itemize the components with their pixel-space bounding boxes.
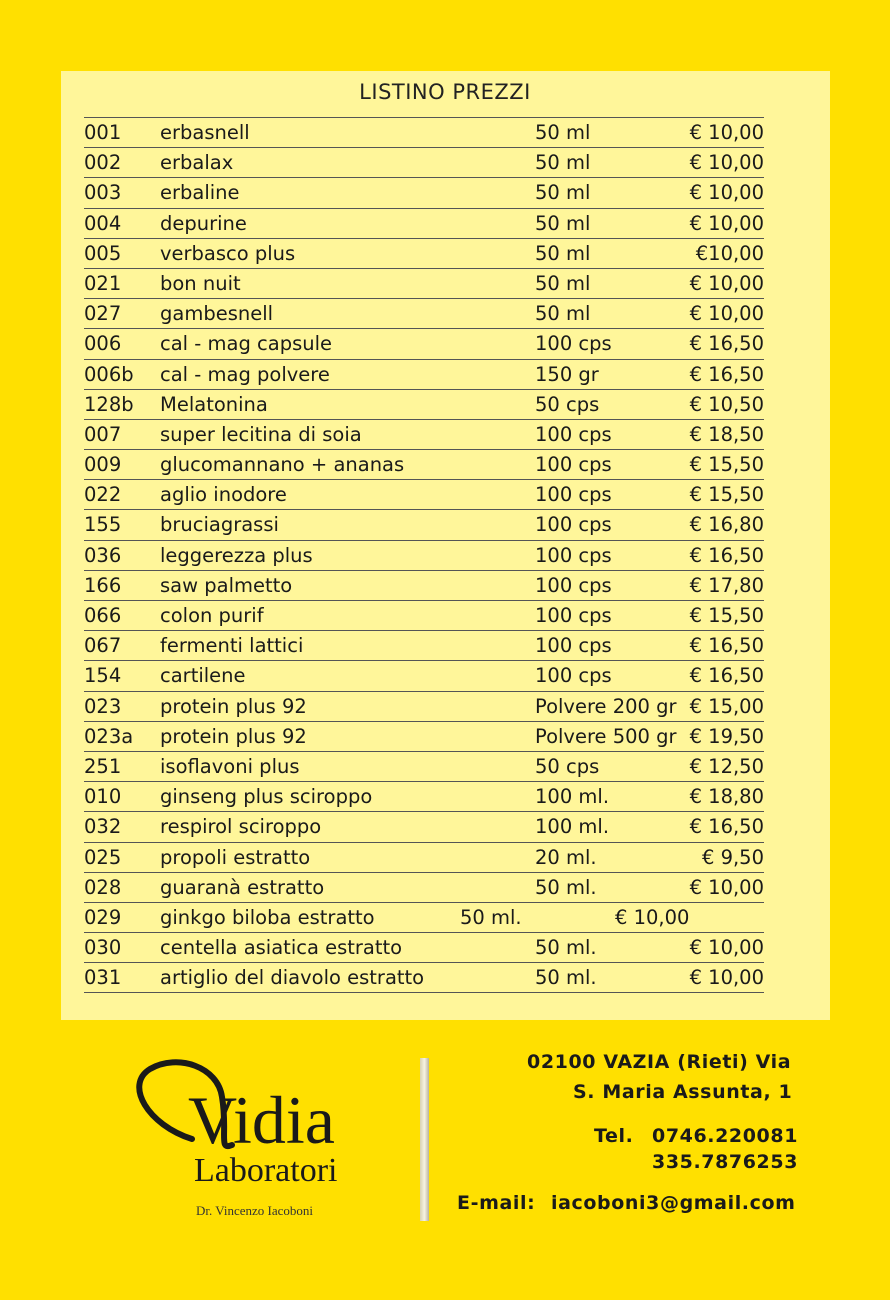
product-name: verbasco plus — [160, 241, 296, 265]
product-code: 010 — [84, 785, 122, 809]
product-name: isoflavoni plus — [160, 754, 300, 778]
product-name: erbalax — [160, 151, 234, 175]
product-name: centella asiatica estratto — [160, 936, 403, 960]
product-name: bon nuit — [160, 271, 241, 295]
product-row — [84, 903, 764, 933]
product-code: 023a — [84, 724, 134, 748]
product-code: 032 — [84, 815, 122, 839]
product-name: depurine — [160, 211, 247, 235]
product-row — [84, 843, 764, 873]
product-row — [84, 782, 764, 812]
product-price: € 17,80 — [689, 573, 764, 597]
product-name: gambesnell — [160, 302, 274, 326]
product-name: protein plus 92 — [160, 694, 307, 718]
vidia-logo — [130, 1055, 370, 1220]
product-price: € 10,00 — [689, 966, 764, 990]
product-price: € 10,00 — [689, 211, 764, 235]
product-price: € 9,50 — [701, 845, 764, 869]
product-size: 50 ml. — [535, 875, 597, 899]
product-price: €10,00 — [695, 241, 764, 265]
product-code: 007 — [84, 422, 122, 446]
product-price: € 15,50 — [689, 483, 764, 507]
product-price: € 10,00 — [689, 936, 764, 960]
page-title: LISTINO PREZZI — [359, 80, 531, 104]
product-row — [84, 601, 764, 631]
product-price: € 10,00 — [689, 302, 764, 326]
product-name: aglio inodore — [160, 483, 287, 507]
logo-doctor: Dr. Vincenzo Iacoboni — [196, 1203, 314, 1218]
product-name: ginseng plus sciroppo — [160, 785, 373, 809]
product-row — [84, 510, 764, 540]
product-name: super lecitina di soia — [160, 422, 362, 446]
product-code: 029 — [84, 905, 122, 929]
product-code: 021 — [84, 271, 122, 295]
product-size: 50 cps — [535, 754, 600, 778]
product-row — [84, 933, 764, 963]
product-row — [84, 963, 764, 993]
product-price: € 18,80 — [689, 785, 764, 809]
product-name: respirol sciroppo — [160, 815, 322, 839]
address-line-2: S. Maria Assunta, 1 — [573, 1081, 793, 1103]
product-code: 030 — [84, 936, 122, 960]
email-link[interactable]: iacoboni3@gmail.com — [551, 1192, 796, 1214]
product-price: € 15,00 — [689, 694, 764, 718]
product-size: 50 ml — [535, 211, 591, 235]
product-code: 028 — [84, 875, 122, 899]
product-name: protein plus 92 — [160, 724, 307, 748]
product-row — [84, 178, 764, 208]
product-row — [84, 118, 764, 148]
product-size: 150 gr — [535, 362, 599, 386]
product-code: 155 — [84, 513, 122, 537]
price-table — [84, 118, 764, 993]
product-name: leggerezza plus — [160, 543, 313, 567]
product-price: € 18,50 — [689, 422, 764, 446]
phone-number-2[interactable]: 335.7876253 — [652, 1151, 799, 1173]
product-code: 005 — [84, 241, 122, 265]
product-code: 067 — [84, 634, 122, 658]
product-price: € 12,50 — [689, 754, 764, 778]
product-code: 002 — [84, 151, 122, 175]
product-code: 251 — [84, 754, 122, 778]
product-price: € 16,50 — [689, 634, 764, 658]
address-line-1: 02100 VAZIA (Rieti) Via — [527, 1051, 792, 1073]
product-name: ginkgo biloba estratto — [160, 905, 375, 929]
product-size: 100 cps — [535, 513, 612, 537]
product-row — [84, 390, 764, 420]
product-price: € 10,00 — [689, 121, 764, 144]
product-size: 50 ml — [535, 121, 591, 144]
product-name: cal - mag polvere — [160, 362, 330, 386]
product-code: 023 — [84, 694, 122, 718]
product-row — [84, 420, 764, 450]
product-size: 100 cps — [535, 332, 612, 356]
vertical-divider — [420, 1058, 429, 1221]
logo-brand: Vidia — [188, 1082, 335, 1158]
product-price: € 19,50 — [689, 724, 764, 748]
product-row — [84, 480, 764, 510]
product-price: € 10,00 — [615, 905, 690, 929]
product-code: 001 — [84, 121, 122, 144]
product-price: € 15,50 — [689, 453, 764, 477]
product-price: € 16,50 — [689, 543, 764, 567]
product-price: € 16,80 — [689, 513, 764, 537]
product-code: 003 — [84, 181, 122, 205]
product-size: 100 cps — [535, 453, 612, 477]
product-size: 100 cps — [535, 422, 612, 446]
product-row — [84, 299, 764, 329]
product-name: cal - mag capsule — [160, 332, 333, 356]
product-name: cartilene — [160, 664, 246, 688]
product-row — [84, 692, 764, 722]
logo-subtitle: Laboratori — [194, 1152, 338, 1189]
product-code: 004 — [84, 211, 122, 235]
product-name: colon purif — [160, 604, 264, 627]
product-price: € 16,50 — [689, 664, 764, 688]
product-name: Melatonina — [160, 392, 268, 416]
product-size: Polvere 500 gr — [535, 724, 677, 748]
product-code: 006 — [84, 332, 122, 356]
product-row — [84, 812, 764, 842]
product-row — [84, 209, 764, 239]
product-name: artiglio del diavolo estratto — [160, 966, 425, 990]
email-label: E-mail: — [457, 1192, 536, 1214]
product-code: 009 — [84, 453, 122, 477]
product-row — [84, 661, 764, 691]
product-row — [84, 541, 764, 571]
product-size: 100 cps — [535, 634, 612, 658]
product-name: erbaline — [160, 181, 240, 205]
product-price: € 10,00 — [689, 151, 764, 175]
product-name: fermenti lattici — [160, 634, 304, 658]
product-size: 50 ml — [535, 241, 591, 265]
product-code: 006b — [84, 362, 134, 386]
product-code: 154 — [84, 664, 122, 688]
product-row — [84, 631, 764, 661]
product-row — [84, 329, 764, 359]
product-size: 20 ml. — [535, 845, 597, 869]
product-price: € 16,50 — [689, 815, 764, 839]
phone-label: Tel. — [594, 1125, 634, 1147]
product-row — [84, 722, 764, 752]
product-size: 50 ml — [535, 181, 591, 205]
product-price: € 16,50 — [689, 332, 764, 356]
product-row — [84, 752, 764, 782]
product-row — [84, 873, 764, 903]
product-name: saw palmetto — [160, 573, 293, 597]
product-code: 025 — [84, 845, 122, 869]
product-name: glucomannano + ananas — [160, 453, 405, 477]
product-size: 100 ml. — [535, 815, 610, 839]
product-size: 50 ml. — [460, 905, 522, 929]
phone-number-1[interactable]: 0746.220081 — [652, 1125, 799, 1147]
product-size: 50 ml — [535, 271, 591, 295]
product-code: 031 — [84, 966, 122, 990]
product-price: € 10,00 — [689, 181, 764, 205]
product-size: 100 cps — [535, 573, 612, 597]
product-name: propoli estratto — [160, 845, 311, 869]
product-row — [84, 571, 764, 601]
product-name: bruciagrassi — [160, 513, 279, 537]
product-price: € 15,50 — [689, 604, 764, 627]
product-size: 50 ml. — [535, 966, 597, 990]
product-code: 066 — [84, 604, 122, 627]
product-row — [84, 450, 764, 480]
product-row — [84, 269, 764, 299]
product-name: erbasnell — [160, 121, 250, 144]
product-code: 036 — [84, 543, 122, 567]
product-size: 100 ml. — [535, 785, 610, 809]
product-size: 100 cps — [535, 483, 612, 507]
product-name: guaranà estratto — [160, 875, 325, 899]
product-price: € 16,50 — [689, 362, 764, 386]
product-code: 022 — [84, 483, 122, 507]
product-code: 027 — [84, 302, 122, 326]
product-size: Polvere 200 gr — [535, 694, 677, 718]
product-size: 50 ml — [535, 302, 591, 326]
product-size: 100 cps — [535, 543, 612, 567]
product-size: 100 cps — [535, 604, 612, 627]
product-code: 166 — [84, 573, 122, 597]
product-row — [84, 148, 764, 178]
product-price: € 10,00 — [689, 875, 764, 899]
product-size: 100 cps — [535, 664, 612, 688]
product-row — [84, 239, 764, 269]
product-price: € 10,00 — [689, 271, 764, 295]
product-size: 50 cps — [535, 392, 600, 416]
product-size: 50 ml — [535, 151, 591, 175]
product-code: 128b — [84, 392, 134, 416]
product-size: 50 ml. — [535, 936, 597, 960]
product-price: € 10,50 — [689, 392, 764, 416]
product-row — [84, 360, 764, 390]
